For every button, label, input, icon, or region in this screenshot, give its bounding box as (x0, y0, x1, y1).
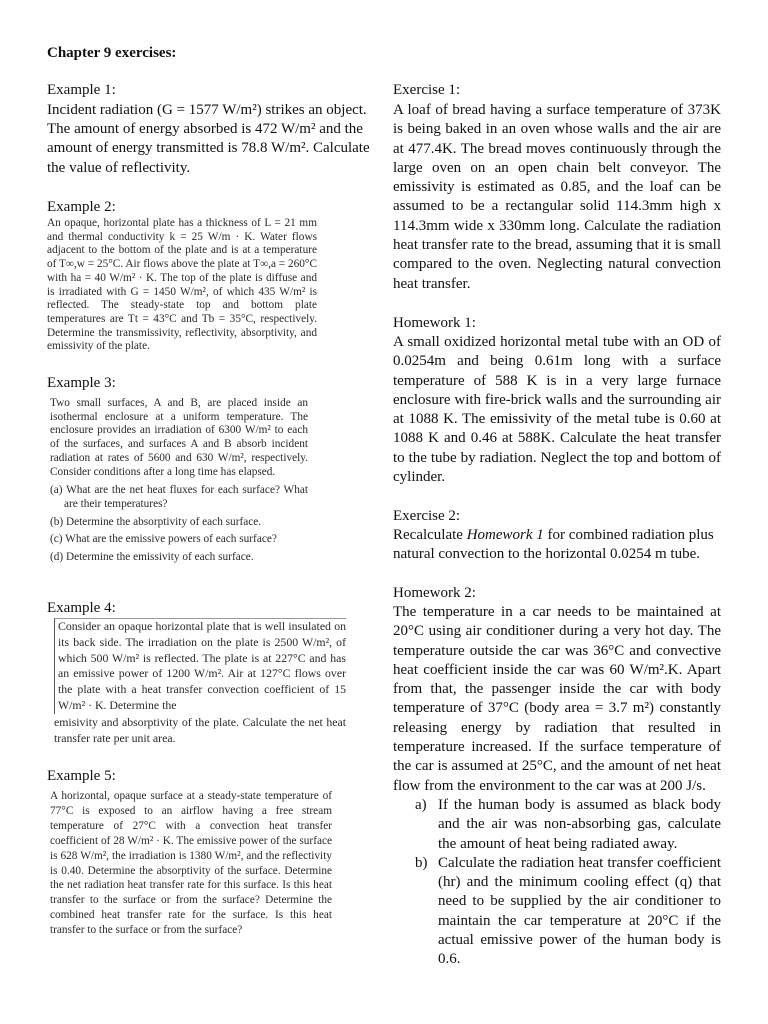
list-marker: b) (415, 854, 428, 871)
list-item: (a) What are the net heat fluxes for each surface? What are their temperatures? (50, 484, 308, 510)
exercise-2-label: Exercise 2: (393, 508, 461, 524)
homework-1-label: Homework 1: (393, 315, 476, 331)
example-3-label: Example 3: (47, 375, 116, 391)
example-3-questions (50, 484, 308, 565)
list-item (393, 796, 721, 854)
homework-2-label: Homework 2: (393, 585, 476, 601)
page-title: Chapter 9 exercises: (47, 45, 177, 61)
homework-2-body: The temperature in a car needs to be maintained at 20°C using air conditioner during a very hot day. The temperature outside the car was 36°C and convective heat coefficient inside the car was 60 W/m².K. Apart from that, the passenger inside the car with body temperature of 37°C (body area = 3.7 m²) constantly releasing energy by radiation that resulted in temperature increased. If the surface temperature of the car is assumed at 25°C, and the amount of net heat flow from the environment to the car was at 200 J/s. (393, 604, 721, 794)
homework-2-text (393, 603, 721, 970)
list-item: (b) Determine the absorptivity of each surface. (50, 515, 262, 528)
list-item (393, 854, 721, 970)
example-4-label: Example 4: (47, 600, 116, 616)
exercise-1-text: A loaf of bread having a surface temperature of 373K is being baked in an oven whose walls and the air are at 477.4K. The bread moves continuously through the large oven on an open chain belt conveyor. The emissivity is estimated as 0.85, and the loaf can be assumed to be a rectangular solid 114.3mm high x 114.3mm wide x 330mm long. Calculate the radiation heat transfer rate to the bread, assuming that it is small compared to the oven. Neglecting natural convection heat transfer. (393, 102, 721, 292)
example-4-tail: emisivity and absorptivity of the plate. Calculate the net heat transfer rate per unit area. (54, 715, 346, 745)
example-3-text (50, 397, 308, 569)
list-item: (d) Determine the emissivity of each surface. (50, 551, 254, 564)
example-2-text: An opaque, horizontal plate has a thickness of L = 21 mm and thermal conductivity k = 25 W/m · K. Water flows adjacent to the bottom of the plate and is at a temperature of T∞,w = 25°C. Air flows above the plate at T∞,a = 260°C with ha = 40 W/m² · K. The top of the plate is diffuse and is irradiated with G = 1450 W/m², of which 435 W/m² is reflected. The steady-state top and bottom plate temperatures are Tt = 43°C and Tb = 35°C, respectively. Determine the transmissivity, reflectivity, absorptivity, and emissivity of the plate. (47, 217, 317, 353)
example-1-line: the value of reflectivity. (47, 159, 191, 176)
exercise-2-pre: Recalculate (393, 527, 467, 543)
list-item-text: Calculate the radiation heat transfer coefficient (hr) and the minimum cooling effect (q) that need to be supplied by the air conditioner to maintain the car temperature at 20°C if the actual emissive power of the human body is 0.6. (438, 854, 721, 968)
example-2-label: Example 2: (47, 199, 116, 215)
example-3-body: Two small surfaces, A and B, are placed inside an isothermal enclosure at a uniform temperature. The enclosure provides an irradiation of 6300 W/m² to each of the surfaces, and surfaces A and B absorb incident radiation at rates of 5600 and 630 W/m², respectively. Consider conditions after a long time has elapsed. (50, 397, 308, 478)
example-1-line: amount of energy transmitted is 78.8 W/m². Calculate (47, 140, 370, 157)
example-5-text: A horizontal, opaque surface at a steady-state temperature of 77°C is exposed to an airflow having a free stream temperature of 27°C with a convection heat transfer coefficient of 28 W/m² · K. The emissive power of the surface is 628 W/m², the irradiation is 1380 W/m², and the reflectivity is 0.40. Determine the absorptivity of the surface. Determine the net radiation heat transfer rate for this surface. Is this heat transfer to the surface or from the surface? Determine the combined heat transfer rate for the surface. Is this heat transfer to the surface or from the surface? (50, 790, 332, 937)
list-marker: a) (415, 796, 427, 813)
homework-2-items (393, 796, 721, 970)
example-5-label: Example 5: (47, 768, 116, 784)
example-1-label: Example 1: (47, 82, 116, 98)
exercise-2-post: for combined radiation plus natural convection to the horizontal 0.0254 m tube. (393, 527, 714, 563)
exercise-1-label: Exercise 1: (393, 82, 461, 98)
list-item: (c) What are the emissive powers of each surface? (50, 533, 277, 546)
example-1-text (47, 101, 377, 178)
example-4-box: Consider an opaque horizontal plate that is well insulated on its back side. The irradiation on the plate is 2500 W/m², of which 500 W/m² is reflected. The plate is at 227°C and has an emissive power of 1200 W/m². Air at 127°C flows over the plate with a heat transfer convection coefficient of 15 W/m² · K. Determine the (54, 618, 346, 714)
homework-1-text: A small oxidized horizontal metal tube with an OD of 0.0254m and being 0.61m long with a surface temperature of 588 K is in a very large furnace enclosure with fire-brick walls and the surrounding air at 1088 K. The emissivity of the metal tube is 0.60 at 1088 K and 0.46 at 588K. Calculate the heat transfer to the tube by radiation. Neglect the top and bottom of cylinder. (393, 334, 721, 486)
example-1-line: The amount of energy absorbed is 472 W/m² and the (47, 121, 363, 138)
exercise-2-text (393, 526, 723, 565)
exercise-2-emphasis: Homework 1 (466, 527, 544, 543)
list-item-text: If the human body is assumed as black body and the air was non-absorbing gas, calculate the amount of heat being radiated away. (438, 796, 721, 852)
example-1-line: Incident radiation (G = 1577 W/m²) strikes an object. (47, 102, 367, 118)
